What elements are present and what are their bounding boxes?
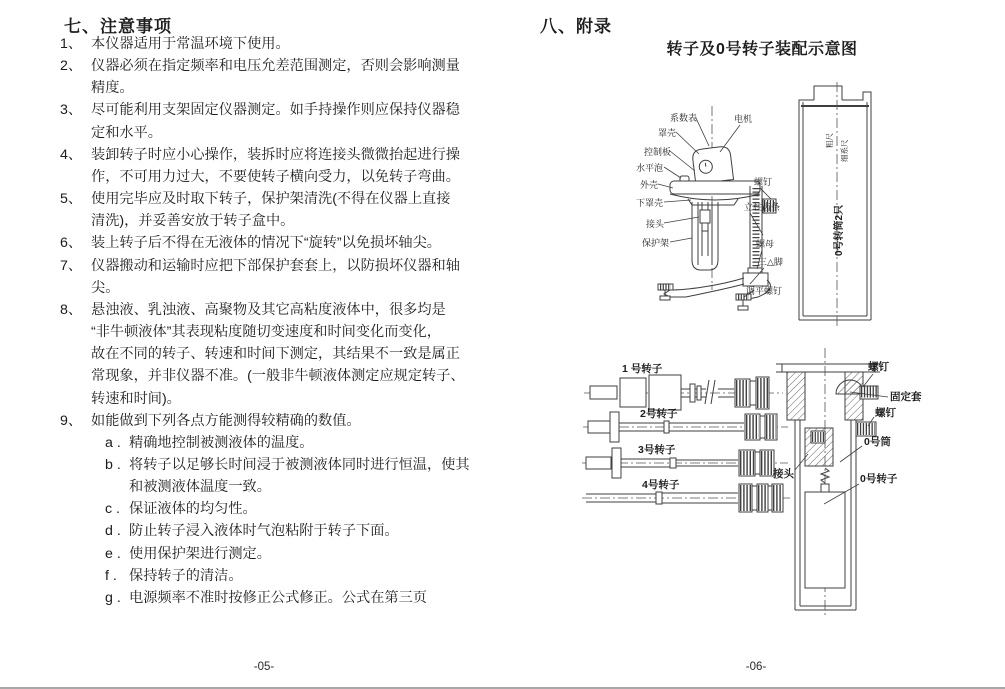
label-protective-frame: 保护架 bbox=[642, 238, 670, 248]
assembly-label-cylinder-0: 0号筒 bbox=[864, 436, 891, 448]
rotor-2-drawing bbox=[583, 412, 788, 442]
note-subline bbox=[60, 476, 506, 498]
note-subline bbox=[60, 432, 506, 454]
item-text: 使用保护架进行测定。 bbox=[129, 545, 271, 562]
item-number: 3、 bbox=[60, 102, 83, 119]
label-joint: 接头 bbox=[646, 219, 665, 229]
note-line bbox=[60, 343, 506, 365]
item-number: 8、 bbox=[60, 301, 83, 318]
assembly-label-fixing-sleeve: 固定套 bbox=[890, 391, 922, 403]
label-control-board: 控制板 bbox=[644, 147, 672, 157]
item-number: 5、 bbox=[60, 191, 83, 208]
assembly-label-screw-mid: 螺钉 bbox=[875, 407, 896, 419]
item-text: 故在不同的转子、转速和时间下测定，其结果不一致是属正 bbox=[91, 346, 460, 363]
item-number: 2、 bbox=[60, 58, 83, 75]
section-title-appendix: 八、附录 bbox=[540, 17, 612, 36]
note-subline bbox=[60, 454, 506, 476]
item-text: 防止转子浸入液体时气泡粘附于转子下面。 bbox=[129, 523, 399, 540]
item-number: 7、 bbox=[60, 257, 83, 274]
note-line bbox=[60, 77, 506, 99]
item-text: 保证液体的均匀性。 bbox=[129, 501, 257, 518]
note-line bbox=[60, 299, 506, 321]
item-text: 常现象，并非仪器不准。(一般非牛顿液体测定应规定转子、 bbox=[91, 368, 465, 385]
item-text: 本仪器适用于常温环境下使用。 bbox=[91, 36, 290, 52]
item-text: 悬浊液、乳浊液、高聚物及其它高粘度液体中，很多均是 bbox=[91, 301, 446, 318]
item-text: 电源频率不准时按修正公式修正。公式在第三页 bbox=[129, 589, 427, 606]
item-letter: b . bbox=[105, 456, 121, 473]
note-line bbox=[60, 144, 506, 166]
rotor-3-label: 3号转子 bbox=[638, 444, 676, 456]
item-number: 4、 bbox=[60, 146, 83, 163]
page-number-right: -06- bbox=[745, 661, 767, 673]
section-title-precautions: 七、注意事项 bbox=[64, 17, 172, 36]
label-leveling-screw: 调平螺钉 bbox=[746, 286, 783, 296]
item-text: 装上转子后不得在无液体的情况下“旋转”以免损坏轴尖。 bbox=[91, 235, 441, 252]
item-number: 1、 bbox=[60, 36, 83, 52]
tube-label-small-2: 细系尺 bbox=[840, 139, 849, 162]
precaution-list bbox=[60, 33, 506, 609]
note-line bbox=[60, 321, 506, 343]
item-text: 转速和时间)。 bbox=[91, 390, 181, 407]
item-text: 如能做到下列各点方能测得较精确的数值。 bbox=[91, 412, 361, 429]
item-text: 精确地控制被测液体的温度。 bbox=[129, 434, 314, 451]
item-letter: c . bbox=[105, 501, 120, 518]
note-line bbox=[60, 255, 506, 277]
page-number-left: -05- bbox=[253, 661, 275, 673]
note-line bbox=[60, 210, 506, 232]
item-text: 仪器必须在指定频率和电压允差范围测定，否则会影响测量 bbox=[91, 58, 460, 75]
note-line bbox=[60, 188, 506, 210]
item-letter: a . bbox=[105, 434, 121, 451]
note-line bbox=[60, 33, 506, 55]
rotor-4-label: 4号转子 bbox=[642, 479, 680, 491]
item-text: 将转子以足够长时间浸于被测液体同时进行恒温，使其 bbox=[129, 456, 470, 473]
note-line bbox=[60, 277, 506, 299]
item-text: 使用完毕应及时取下转子，保护架清洗(不得在仪器上直接 bbox=[91, 191, 451, 208]
label-screw: 螺钉 bbox=[754, 177, 773, 187]
figure-stand-assembly bbox=[630, 78, 890, 336]
assembly-label-joint: 接头 bbox=[773, 468, 794, 480]
label-tripod: 三△脚 bbox=[758, 257, 783, 267]
tube-label-small-1: 粗尺 bbox=[825, 133, 834, 148]
note-line bbox=[60, 232, 506, 254]
note-line bbox=[60, 166, 506, 188]
item-text: 定和水平。 bbox=[91, 124, 162, 141]
assembly-label-rotor-0: 0号转子 bbox=[860, 473, 898, 485]
item-text: 尖。 bbox=[91, 279, 120, 296]
figure-rotors bbox=[578, 342, 1003, 622]
rotor-1-drawing bbox=[584, 375, 783, 410]
item-text: 仪器搬动和运输时应把下部保护套套上，以防损坏仪器和轴 bbox=[91, 257, 460, 274]
rotor-4-drawing bbox=[582, 484, 793, 512]
item-text: “非牛顿液体”其表现粘度随切变速度和时间变化而变化， bbox=[91, 324, 441, 341]
figure-title: 转子及0号转子装配示意图 bbox=[666, 41, 858, 58]
assembly-label-screw-top: 螺钉 bbox=[868, 361, 889, 373]
note-subline bbox=[60, 543, 506, 565]
tube-label-main: 0号转筒2只 bbox=[834, 204, 845, 256]
item-number: 9、 bbox=[60, 412, 83, 429]
note-line bbox=[60, 99, 506, 121]
label-coefficient-dial: 系数表 bbox=[670, 113, 698, 123]
rotor-3-drawing bbox=[582, 448, 788, 478]
note-subline bbox=[60, 565, 506, 587]
note-line bbox=[60, 410, 506, 432]
rotor-2-label: 2号转子 bbox=[640, 408, 678, 420]
item-text: 作，不可用力过大，不要使转子横向受力，以免转子弯曲。 bbox=[91, 168, 460, 185]
packing-tube-drawing bbox=[799, 82, 871, 328]
label-nut: 螺母 bbox=[756, 239, 775, 249]
label-lower-cover: 下罩壳 bbox=[636, 198, 664, 208]
item-text: 清洗)，并妥善安放于转子盒中。 bbox=[91, 213, 295, 230]
label-column-rack: 立柱齿条 bbox=[744, 202, 781, 212]
label-level-bubble: 水平泡 bbox=[636, 163, 664, 173]
rotor-1-label: 1 号转子 bbox=[622, 363, 663, 375]
item-text: 和被测液体温度一致。 bbox=[129, 479, 271, 496]
label-outer-shell: 外壳 bbox=[640, 180, 659, 190]
item-number: 6、 bbox=[60, 235, 83, 252]
label-cover-shell: 罩壳 bbox=[658, 128, 677, 138]
item-letter: e . bbox=[105, 545, 121, 562]
note-line bbox=[60, 388, 506, 410]
note-subline bbox=[60, 498, 506, 520]
item-text: 尽可能利用支架固定仪器测定。如手持操作则应保持仪器稳 bbox=[91, 102, 460, 119]
note-subline bbox=[60, 520, 506, 542]
item-letter: d . bbox=[105, 523, 121, 540]
label-motor: 电机 bbox=[734, 114, 753, 124]
item-text: 精度。 bbox=[91, 80, 134, 97]
note-line bbox=[60, 55, 506, 77]
note-line bbox=[60, 365, 506, 387]
item-text: 保持转子的清洁。 bbox=[129, 567, 243, 584]
note-subline bbox=[60, 587, 506, 609]
item-letter: g . bbox=[105, 589, 121, 606]
item-letter: f . bbox=[105, 567, 117, 584]
item-text: 装卸转子时应小心操作，装拆时应将连接头微微抬起进行操 bbox=[91, 146, 460, 163]
note-line bbox=[60, 122, 506, 144]
